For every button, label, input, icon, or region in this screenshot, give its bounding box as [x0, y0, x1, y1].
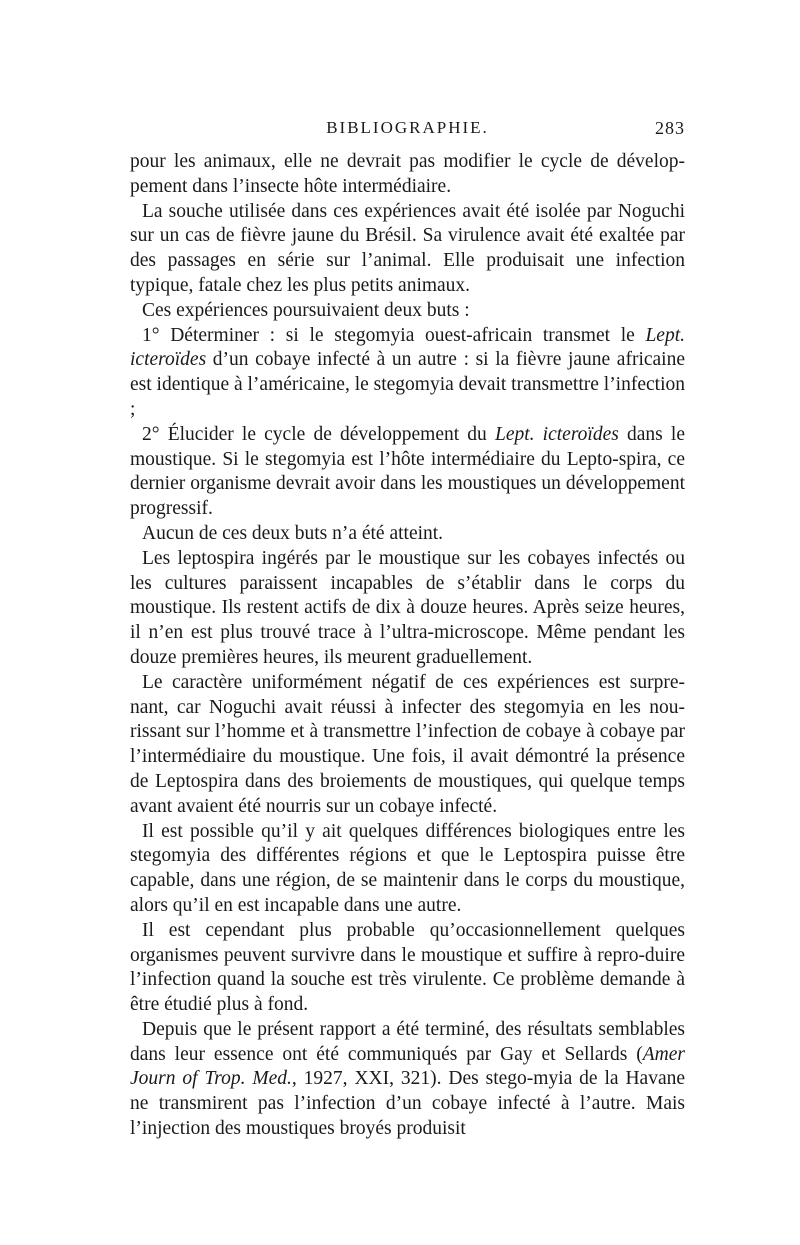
paragraph-item-2 — [130, 423, 685, 522]
text-segment: 2° Élucider le cycle de développement du — [142, 423, 495, 445]
italic-citation: Amer Journ of Trop. Med. — [130, 1043, 685, 1090]
page-number: 283 — [655, 118, 685, 138]
text-segment: 1° Déterminer : si le stegomyia ouest-africain transmet le — [142, 324, 646, 346]
paragraph-item-1 — [130, 324, 685, 423]
text-segment: dans le moustique. Si le stegomyia est l’hôte intermédiaire du Lepto-spira, ce dernier organisme devrait avoir dans les moustiques un développement progressif. — [130, 423, 685, 520]
body-text — [130, 150, 685, 1142]
text-segment: , 1927, XXI, 321). Des stego-myia de la Havane ne transmirent pas l’infection d’un cobaye infecté à l’autre. Mais l’injection des moustiques broyés produisit — [130, 1068, 685, 1140]
text-segment: d’un cobaye infecté à un autre : si la fièvre jaune africaine est identique à l’américaine, le stegomyia devait transmettre l’infection ; — [130, 349, 685, 420]
paragraph: pour les animaux, elle ne devrait pas modifier le cycle de dévelop-pement dans l’insecte hôte intermédiaire. — [130, 151, 685, 197]
paragraph: Aucun de ces deux buts n’a été atteint. — [142, 522, 444, 544]
paragraph: Il est possible qu’il y ait quelques différences biologiques entre les stegomyia des différentes régions et que le Leptospira puisse être capable, dans une région, de se maintenir dans le corps du moustique, alors qu’il en est incapable dans une autre. — [130, 820, 685, 916]
text-segment: Depuis que le présent rapport a été terminé, des résultats semblables dans leur essence ont été communiqués par Gay et Sellards ( — [130, 1018, 685, 1065]
paragraph: Les leptospira ingérés par le moustique sur les cobayes infectés ou les cultures paraissent incapables de s’établir dans le corps du moustique. Ils restent actifs de dix à douze heures. Après seize heures, il n’en est plus trouvé trace à l’ultra-microscope. Même pendant les douze premières heures, ils meurent graduellement. — [130, 547, 685, 668]
paragraph-with-citation — [130, 1018, 685, 1142]
paragraph: Le caractère uniformément négatif de ces expériences est surpre-nant, car Noguchi avait réussi à infecter des stegomyia en les nou-rissant sur l’homme et à transmettre l’infection de cobaye à cobaye par l’intermédiaire du moustique. Une fois, il avait démontré la présence de Leptospira dans des broiements de moustiques, qui quelque temps avant avaient été nourris sur un cobaye infecté. — [130, 671, 685, 817]
running-title: BIBLIOGRAPHIE. — [326, 118, 489, 137]
italic-text: Lept. icteroïdes — [494, 423, 619, 445]
italic-text: Lept. icteroïdes — [130, 324, 685, 371]
paragraph: Il est cependant plus probable qu’occasionnellement quelques organismes peuvent survivre dans le moustique et suffire à repro-duire l’infection quand la souche est très virulente. Ce problème demande à être étudié plus à fond. — [130, 919, 685, 1016]
paragraph: La souche utilisée dans ces expériences avait été isolée par Noguchi sur un cas de fièvre jaune du Brésil. Sa virulence avait été exaltée par des passages en série sur l’animal. Elle produisait une infection typique, fatale chez les plus petits animaux. — [130, 200, 685, 296]
paragraph: Ces expériences poursuivaient deux buts : — [142, 299, 470, 321]
running-head — [130, 118, 685, 146]
